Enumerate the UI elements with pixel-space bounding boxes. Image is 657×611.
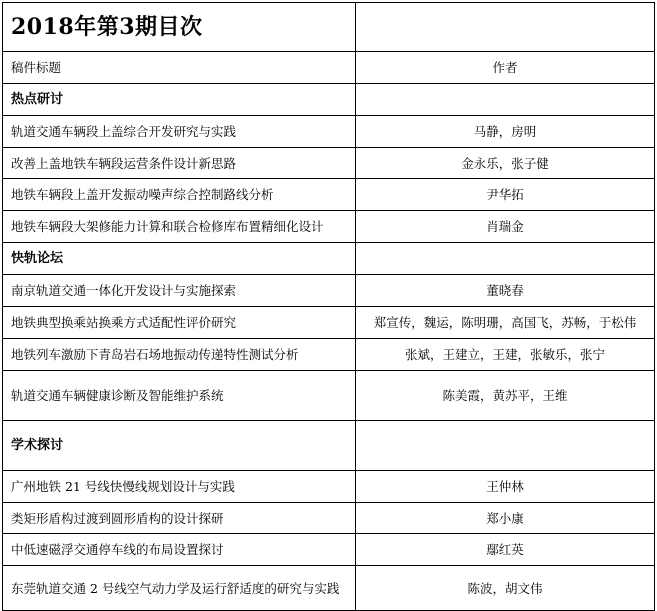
article-author: 马静，房明 bbox=[356, 116, 655, 148]
article-title: 改善上盖地铁车辆段运营条件设计新思路 bbox=[3, 148, 356, 179]
article-author: 陈美霞，黄苏平，王维 bbox=[356, 371, 655, 421]
article-title: 中低速磁浮交通停车线的布局设置探讨 bbox=[3, 534, 356, 566]
table-row bbox=[3, 534, 655, 566]
header-author-col: 作者 bbox=[356, 52, 655, 84]
article-author: 张斌，王建立，王建，张敏乐，张宁 bbox=[356, 339, 655, 371]
section-heading: 学术探讨 bbox=[3, 421, 356, 471]
table-row bbox=[3, 371, 655, 421]
section-row bbox=[3, 421, 655, 471]
section-empty-cell bbox=[356, 243, 655, 275]
section-row bbox=[3, 84, 655, 116]
article-title: 类矩形盾构过渡到圆形盾构的设计探研 bbox=[3, 503, 356, 534]
section-heading: 快轨论坛 bbox=[3, 243, 356, 275]
article-author: 董晓春 bbox=[356, 275, 655, 307]
table-row bbox=[3, 148, 655, 179]
article-title: 轨道交通车辆段上盖综合开发研究与实践 bbox=[3, 116, 356, 148]
table-row bbox=[3, 275, 655, 307]
header-title-col: 稿件标题 bbox=[3, 52, 356, 84]
table-row bbox=[3, 503, 655, 534]
table-row bbox=[3, 116, 655, 148]
article-author: 陈波，胡文伟 bbox=[356, 566, 655, 611]
table-row bbox=[3, 307, 655, 339]
header-row bbox=[3, 52, 655, 84]
title-row bbox=[3, 3, 655, 52]
section-empty-cell bbox=[356, 84, 655, 116]
article-title: 地铁车辆段上盖开发振动噪声综合控制路线分析 bbox=[3, 179, 356, 211]
table-row bbox=[3, 471, 655, 503]
table-row bbox=[3, 566, 655, 611]
article-title: 东莞轨道交通 2 号线空气动力学及运行舒适度的研究与实践 bbox=[3, 566, 356, 611]
table-row bbox=[3, 179, 655, 211]
article-author: 郑宣传，魏运，陈明珊，高国飞，苏畅，于松伟 bbox=[356, 307, 655, 339]
section-empty-cell bbox=[356, 421, 655, 471]
article-title: 地铁典型换乘站换乘方式适配性评价研究 bbox=[3, 307, 356, 339]
table-row bbox=[3, 339, 655, 371]
article-title: 轨道交通车辆健康诊断及智能维护系统 bbox=[3, 371, 356, 421]
article-author: 尹华拓 bbox=[356, 179, 655, 211]
article-title: 地铁车辆段大架修能力计算和联合检修库布置精细化设计 bbox=[3, 211, 356, 243]
article-author: 肖瑞金 bbox=[356, 211, 655, 243]
title-empty-cell bbox=[356, 3, 655, 52]
article-author: 郑小康 bbox=[356, 503, 655, 534]
article-title: 广州地铁 21 号线快慢线规划设计与实践 bbox=[3, 471, 356, 503]
section-row bbox=[3, 243, 655, 275]
article-author: 鄢红英 bbox=[356, 534, 655, 566]
article-author: 王仲林 bbox=[356, 471, 655, 503]
toc-table bbox=[2, 2, 655, 611]
article-author: 金永乐，张子健 bbox=[356, 148, 655, 179]
table-row bbox=[3, 211, 655, 243]
article-title: 南京轨道交通一体化开发设计与实施探索 bbox=[3, 275, 356, 307]
issue-title: 2018年第3期目次 bbox=[3, 3, 356, 52]
article-title: 地铁列车激励下青岛岩石场地振动传递特性测试分析 bbox=[3, 339, 356, 371]
section-heading: 热点研讨 bbox=[3, 84, 356, 116]
